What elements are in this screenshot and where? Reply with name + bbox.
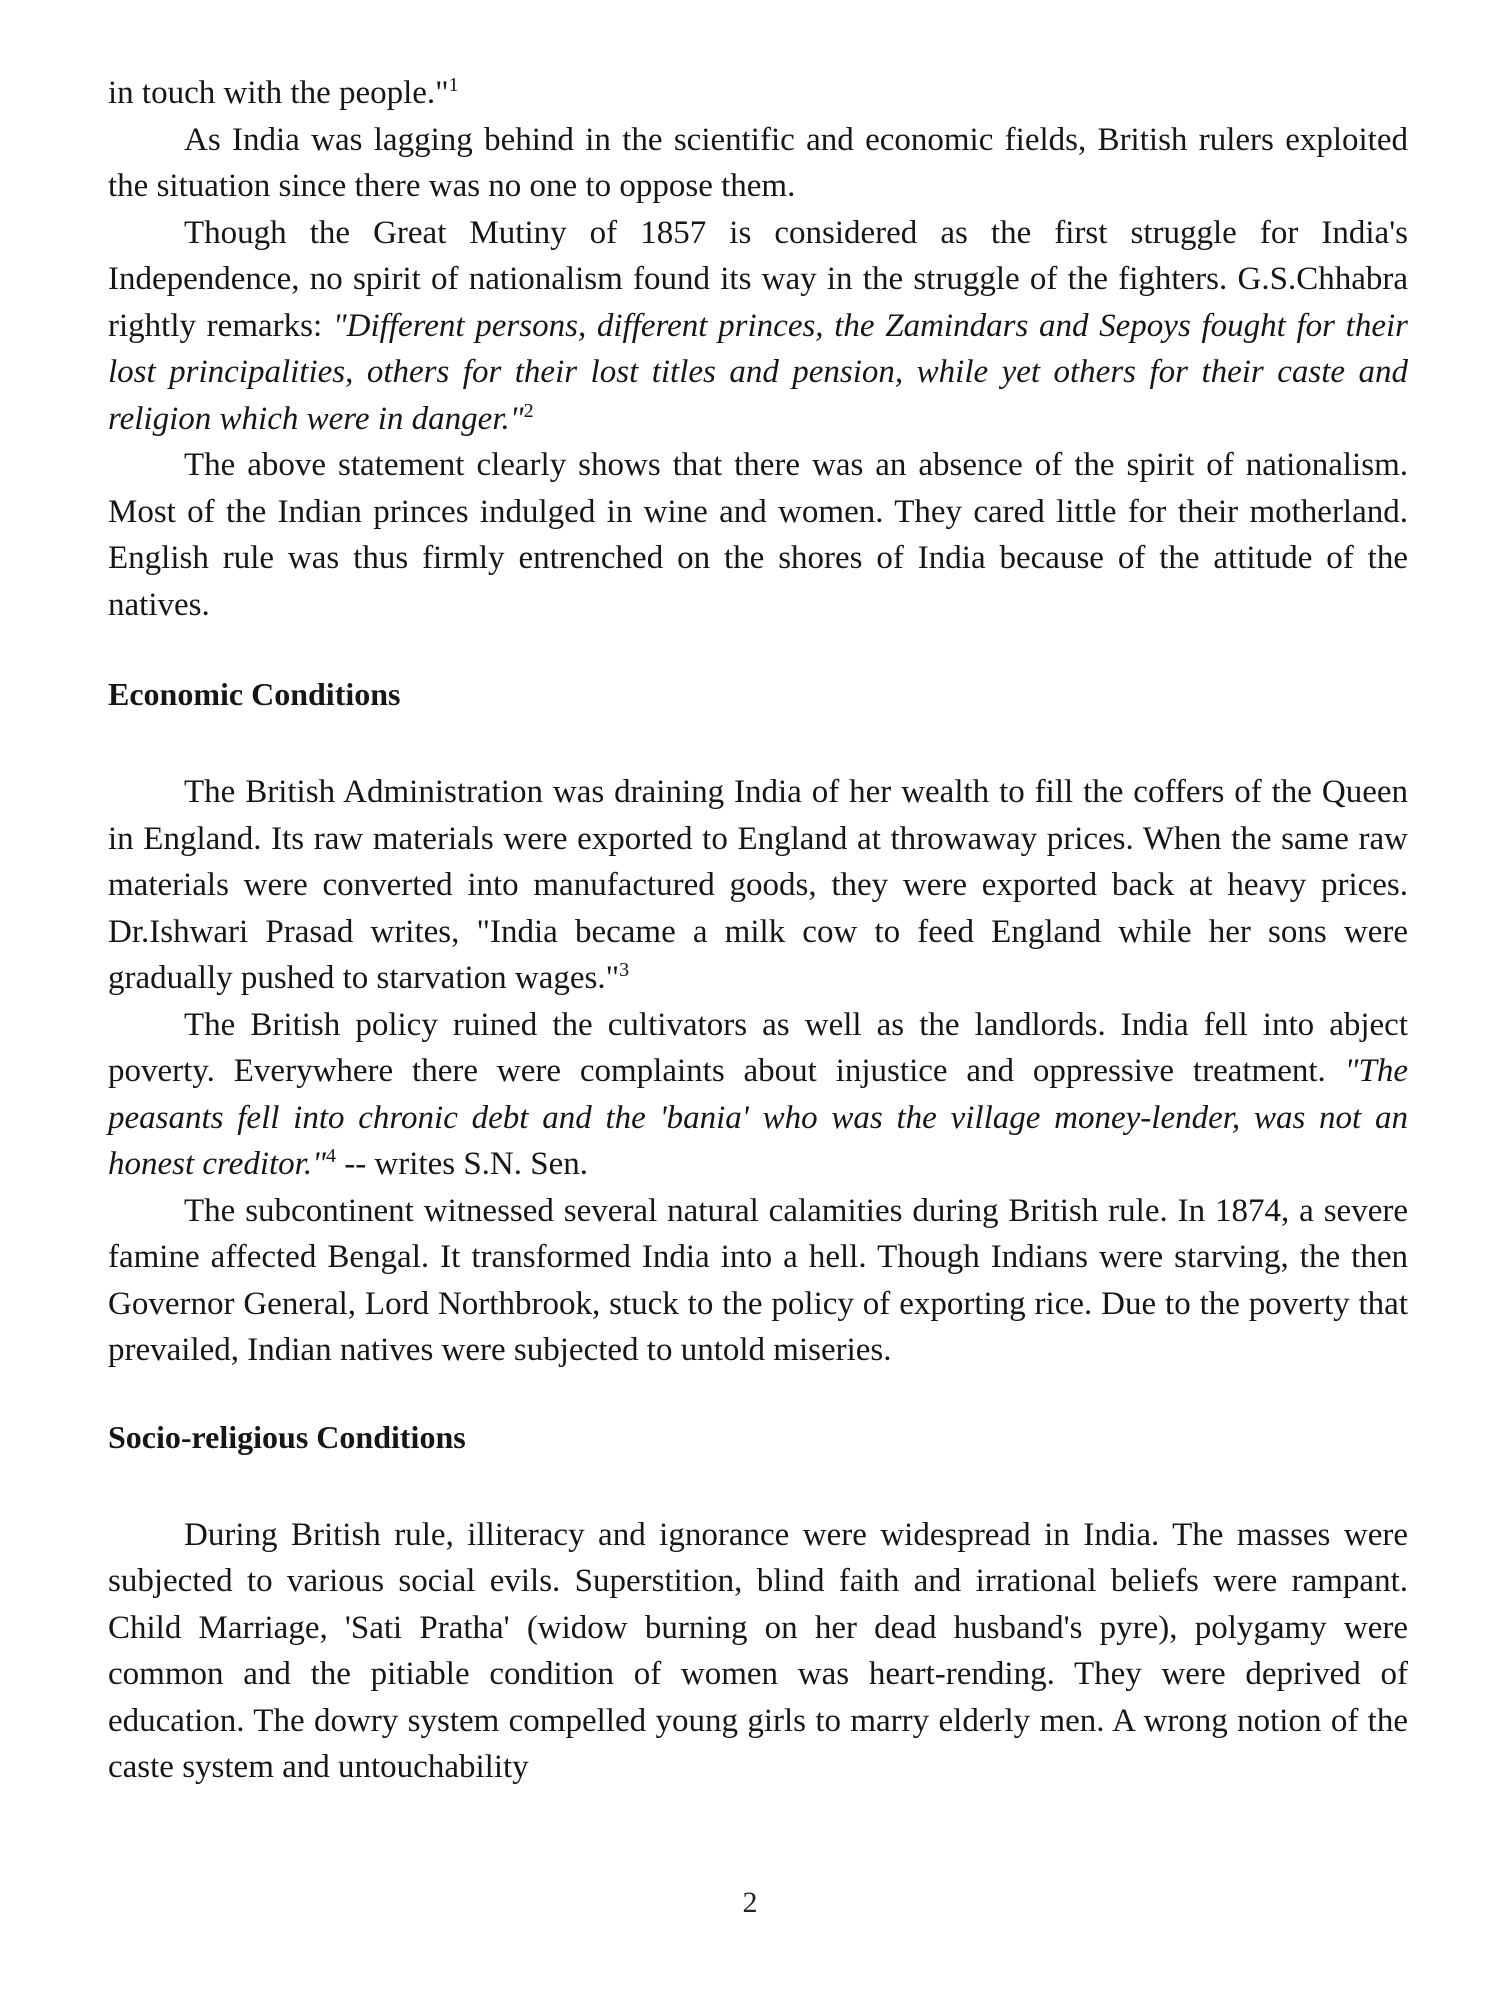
paragraph-illiteracy — [108, 1512, 1408, 1791]
section-heading-economic: Economic Conditions — [108, 676, 401, 712]
paragraph-text: Though the Great Mutiny of 1857 is considered as the first struggle for India's Independence, no spirit of nationalism found its way in the struggle of the fighters. G.S.Chhabra rightly remarks: — [108, 214, 1408, 344]
sen-quote: "The peasants fell into chronic debt and the 'bania' who was the village money-lender, was not an honest creditor." — [108, 1053, 1408, 1182]
paragraph-draining — [108, 769, 1408, 1002]
paragraph-text: The British policy ruined the cultivators as well as the landlords. India fell into abject poverty. Everywhere there were complaints about injustice and oppressive treatment. — [108, 1006, 1408, 1089]
page-number: 2 — [742, 1886, 758, 1919]
paragraph-text: As India was lagging behind in the scientific and economic fields, British rulers exploited the situation since there was no one to oppose them. — [108, 121, 1408, 204]
paragraph-policy — [108, 1002, 1408, 1188]
paragraph-text: The British Administration was draining India of her wealth to fill the coffers of the Queen in England. Its raw materials were exported to England at throwaway prices. When the same raw materials were converted into manufactured goods, they were exported back at heavy prices. Dr.Ishwari Prasad writes, "India became a milk cow to feed England while her sons were gradually pushed to starvation wages." — [108, 774, 1408, 996]
paragraph-mutiny — [108, 210, 1408, 443]
paragraph-attribution: -- writes S.N. Sen. — [335, 1146, 589, 1182]
footnote-marker: 4 — [325, 1145, 336, 1167]
paragraph-text: During British rule, illiteracy and ignorance were widespread in India. The masses were subjected to various social evils. Superstition, blind faith and irrational beliefs were rampant. Child Marriage, 'Sati Pratha' (widow burning on her dead husband's pyre), polygamy were common and the pitiable condition of women was heart-rending. They were deprived of education. The dowry system compelled young girls to marry elderly men. A wrong notion of the caste system and untouchability — [108, 1516, 1408, 1785]
footnote-marker: 2 — [523, 399, 534, 422]
footnote-marker: 1 — [448, 74, 459, 96]
page-body — [108, 70, 1408, 1791]
paragraph-famine — [108, 1188, 1408, 1374]
paragraph-text: The above statement clearly shows that there was an absence of the spirit of nationalism. Most of the Indian princes indulged in wine and women. They cared little for their motherland. English rule was thus firmly entrenched on the shores of India because of the attitude of the natives. — [108, 447, 1408, 623]
paragraph-continuation — [108, 70, 1408, 117]
paragraph-lagging — [108, 117, 1408, 210]
footnote-marker: 3 — [619, 959, 630, 981]
paragraph-nationalism — [108, 442, 1408, 628]
paragraph-text: in touch with the people." — [108, 75, 449, 111]
chhabra-quote: "Different persons, different princes, the Zamindars and Sepoys fought for their lost principalities, others for their lost titles and pension, while yet others for their caste and religion which were in danger." — [108, 307, 1409, 437]
section-heading-socio-religious: Socio-religious Conditions — [108, 1418, 466, 1455]
paragraph-text: The subcontinent witnessed several natural calamities during British rule. In 1874, a severe famine affected Bengal. It transformed India into a hell. Though Indians were starving, the then Governor General, Lord Northbrook, stuck to the policy of exporting rice. Due to the poverty that prevailed, Indian natives were subjected to untold miseries. — [108, 1192, 1408, 1368]
